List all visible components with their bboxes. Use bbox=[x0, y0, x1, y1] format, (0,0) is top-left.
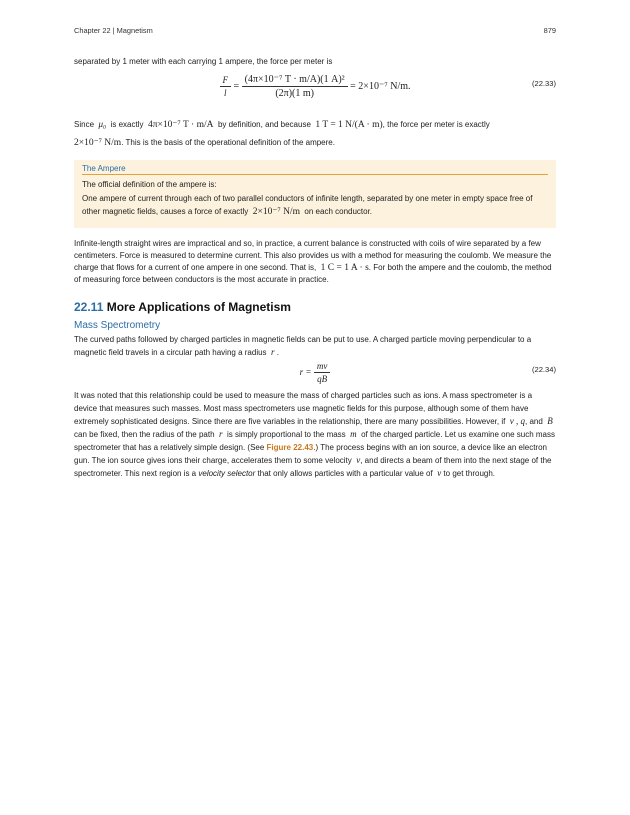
running-header: Chapter 22 | Magnetism bbox=[74, 26, 153, 35]
coulomb-definition: 1 C = 1 A · s bbox=[320, 263, 369, 274]
velocity-selector-term: velocity selector bbox=[198, 468, 256, 478]
tesla-definition: 1 T = 1 N/(A · m) bbox=[315, 120, 383, 131]
eq-denominator: (2π)(1 m) bbox=[275, 88, 314, 100]
paragraph-curved-paths: The curved paths followed by charged particles in magnetic fields can be put to use. A charged particle moving perpendicular to a magnetic field travels in a circular path having a radius r . bbox=[74, 334, 532, 357]
figure-link[interactable]: Figure 22.43 bbox=[266, 442, 314, 452]
subsection-heading: Mass Spectrometry bbox=[74, 319, 161, 331]
page-number: 879 bbox=[543, 26, 556, 35]
eq-lhs-den: l bbox=[223, 88, 227, 99]
eq2-fraction bbox=[314, 361, 331, 384]
eq-lhs-num: F bbox=[220, 75, 232, 87]
permeability-value: 4π×10⁻⁷ T · m/A bbox=[147, 120, 214, 131]
paragraph-since: Since μ₀ is exactly 4π×10⁻⁷ T · m/A by definition, and because 1 T = 1 N/(A · m), the force per meter is exactly 2×10⁻⁷ N/m. This is the basis of the operational definition of the ampere. bbox=[74, 119, 490, 149]
section-title: More Applications of Magnetism bbox=[106, 299, 291, 314]
equation-22-34 bbox=[74, 359, 556, 389]
equation-number-2: (22.34) bbox=[531, 364, 556, 374]
eq2-numerator: mv bbox=[314, 361, 331, 373]
box-line-2: One ampere of current through each of two parallel conductors of infinite length, separated by one meter in empty space free of other magnetic fields, causes a force of exactly 2×10⁻⁷ N/m on each conductor. bbox=[82, 193, 533, 218]
eq-result: = 2×10⁻⁷ N/m. bbox=[350, 81, 411, 92]
page-body bbox=[74, 56, 556, 480]
section-number: 22.11 bbox=[74, 299, 104, 314]
paragraph-mass-spectrometer: It was noted that this relationship could be used to measure the mass of charged particles such as ions. A mass spectrometer is a device that measures such masses. Most mass spectrometers use magnetic fields for this purpose, although some of them have extremely sophisticated designs. Since there are five variables in the relationship, there are many possibilities. However, if v , q, and B can be fixed, then the radius of the path r is simply proportional to the mass m of the charged particle. Let us examine one such mass spectrometer that has a relatively simple design. (See Figure 22.43.) The process begins with an ion source, a device like an electron gun. The ion source gives ions their charge, accelerates them to some velocity v, and directs a beam of them into the next stage of the spectrometer. This next region is a velocity selector that only allows particles with a particular value of v to get through. bbox=[74, 390, 555, 478]
equation-number: (22.33) bbox=[531, 79, 556, 89]
box-title: The Ampere bbox=[82, 164, 548, 175]
mu-symbol: μ₀ bbox=[98, 119, 107, 130]
section-heading bbox=[74, 300, 556, 314]
eq2-lhs: r = bbox=[299, 366, 312, 377]
ampere-definition-box bbox=[74, 160, 556, 228]
equation-22-33: $\frac{F}{l}$ = $\frac{\text{(4π×10⁻⁷ T · m/A)(1 A)²}}{(2\pi)(1 m)}$ = 2×10⁻⁷ N/m. (22.33) bbox=[74, 68, 556, 112]
eq-numerator: (4π×10⁻⁷ T · m/A)(1 A)² bbox=[242, 74, 348, 87]
paragraph-current-balance: Infinite-length straight wires are impractical and so, in practice, a current balance is constructed with coils of wire separated by a few centimeters. Force is measured to determine current. This also provides us with a method for measuring the coulomb. We measure the charge that flows for a current of one ampere in one second. That is, 1 C = 1 A · s. For both the ampere and the coulomb, the method of measuring force between conductors is the most accurate in practice. bbox=[74, 238, 552, 285]
paragraph-intro: separated by 1 meter with each carrying 1 ampere, the force per meter is bbox=[74, 57, 333, 66]
box-force-value: 2×10⁻⁷ N/m bbox=[252, 207, 300, 218]
eq-lhs-fraction bbox=[220, 75, 232, 98]
force-value: 2×10⁻⁷ N/m bbox=[74, 138, 122, 149]
eq-rhs-fraction bbox=[242, 74, 348, 99]
box-line-1: The official definition of the ampere is: bbox=[82, 180, 217, 190]
eq2-denominator: qB bbox=[317, 373, 328, 384]
